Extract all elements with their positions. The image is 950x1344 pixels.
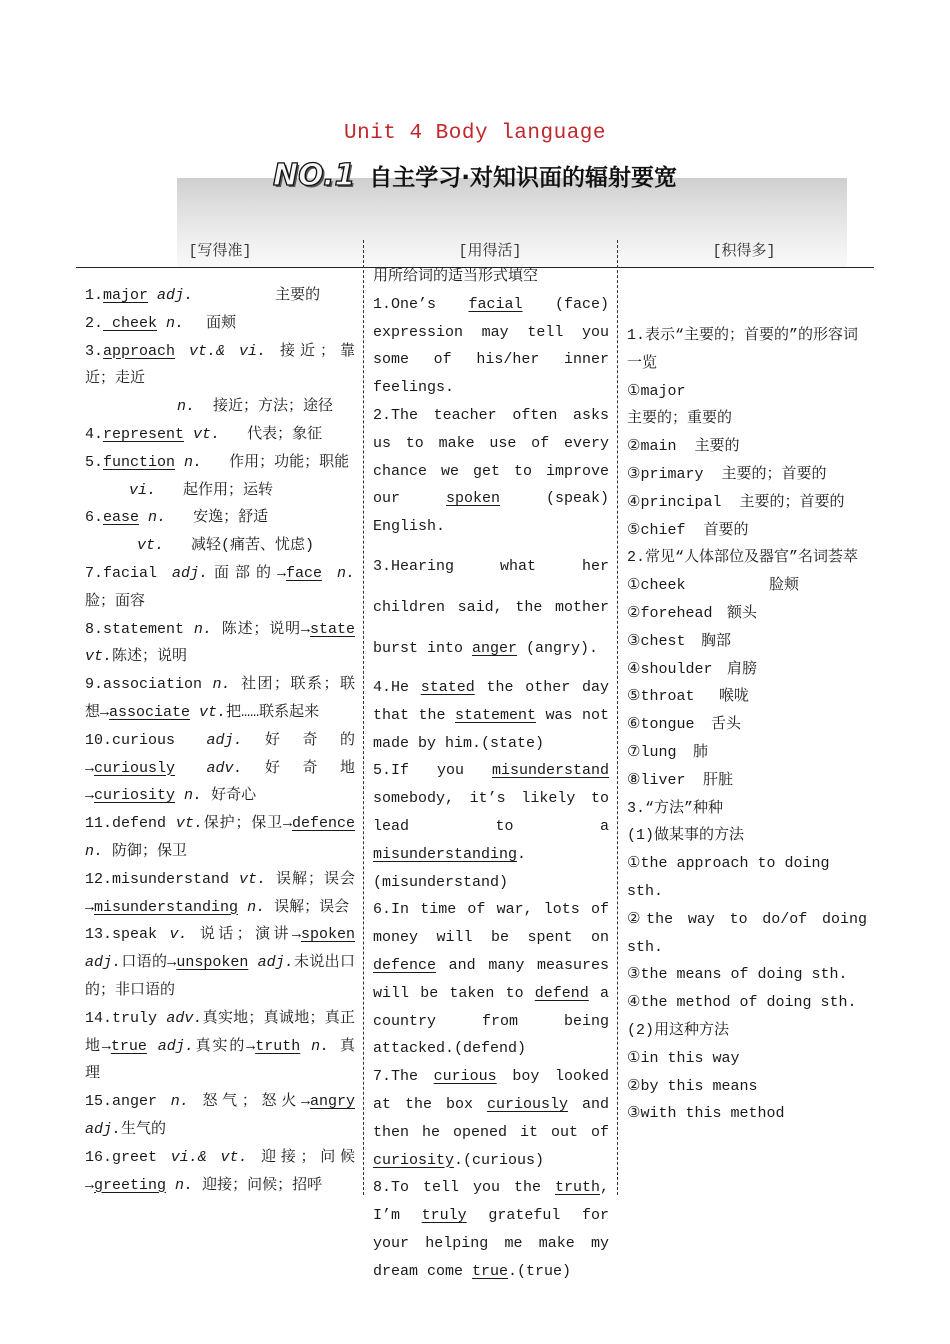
list-item: ③primary 主要的；首要的 [627, 465, 827, 483]
section-title: 自主学习·对知识面的辐射要宽 [369, 165, 677, 191]
list-item: 16.greet vi.& vt. 迎接；问候→greeting n. 迎接；问候；招呼 [85, 1148, 355, 1194]
list-item: ①cheek 脸颊 [627, 577, 800, 595]
section-number: NO.1 [273, 158, 356, 193]
list-item: ②the way to do/of doing sth. [627, 910, 867, 956]
section-title: 1.表示“主要的；首要的”的形容词一览 [627, 327, 859, 372]
list-item: ①the approach to doing sth. [627, 855, 830, 900]
list-item: 11.defend vt.保护；保卫→defence n. 防御；保卫 [85, 815, 355, 860]
exercise-instruction: 用所给词的适当形式填空 [373, 268, 539, 285]
list-item: 5.function n. 作用；功能；职能 vi. 起作用；运转 [85, 453, 350, 499]
section-title: 2.常见“人体部位及器官”名词荟萃 [627, 549, 859, 567]
exercise-item: 5.If you misunderstand somebody, it’s likely to lead to a misunderstanding.(misunderstand) [373, 762, 609, 891]
list-item: ⑧liver 肝脏 [627, 771, 734, 789]
list-item: ①major 主要的；重要的 [627, 382, 733, 428]
list-item: ①in this way [627, 1049, 740, 1067]
column-header-left: [写得准] [188, 243, 252, 260]
unit-title: Unit 4 Body language [343, 122, 607, 145]
list-item: ⑦lung 肺 [627, 743, 709, 761]
list-item: 4.represent vt. 代表；象征 [85, 425, 323, 443]
list-item: 8.statement n. 陈述；说明→state vt.陈述；说明 [85, 620, 355, 666]
exercise-item: 4.He stated the other day that the statement was not made by him.(state) [373, 678, 610, 752]
vocabulary-list [85, 282, 355, 1199]
exercise-item: 3.Hearing what her children said, the mother burst into anger (angry). [373, 557, 609, 657]
list-item: ④principal 主要的；首要的 [627, 493, 845, 511]
column-divider [363, 240, 364, 1195]
column-header-right: [积得多] [712, 243, 776, 260]
list-item: ③chest 胸部 [627, 632, 732, 650]
exercise-item: 2.The teacher often asks us to make use of every chance we get to improve our spoken (speak) English. [373, 406, 609, 536]
list-item: ④shoulder 肩膀 [627, 660, 758, 678]
list-item: 12.misunderstand vt. 误解；误会→misunderstanding n. 误解；误会 [85, 870, 355, 916]
list-item: ⑤chief 首要的 [627, 521, 749, 539]
list-item: 13.speak v. 说话；演讲→spoken adj.口语的→unspoken adj.未说出口的；非口语的 [85, 926, 355, 999]
exercise-item: 6.In time of war, lots of money will be spent on defence and many measures will be taken to defend a country from being attacked.(defend) [373, 901, 609, 1058]
column-divider [617, 240, 618, 1195]
subsection-title: (2)用这种方法 [627, 1021, 730, 1039]
subsection-title: (1)做某事的方法 [627, 827, 745, 845]
list-item: ②forehead 额头 [627, 604, 758, 622]
list-item: 3.approach vt.& vi. 接近；靠 近；走近 n. 接近；方法；途径 [85, 342, 355, 416]
list-item: 15.anger n. 怒气；怒火→angry adj.生气的 [85, 1093, 355, 1138]
list-item: ③the means of doing sth. [627, 966, 848, 984]
exercise-item: 1.One’s facial (face) expression may tell you some of his/her inner feelings. [373, 295, 610, 397]
list-item: ②main 主要的 [627, 438, 740, 456]
list-item: 2. cheek n. 面颊 [85, 314, 237, 332]
list-item: 7.facial adj.面部的→face n. 脸；面容 [85, 564, 355, 610]
section-heading [0, 158, 950, 193]
list-item: ②by this means [627, 1077, 758, 1095]
exercise-item: 8.To tell you the truth, I’m truly grateful for your helping me make my dream come true.(true) [373, 1179, 609, 1280]
extension-notes [627, 322, 867, 1128]
list-item: 9.association n. 社团；联系；联想→associate vt.把……联系起来 [85, 676, 355, 721]
exercise-item: 7.The curious boy looked at the box curiously and then he opened it out of curiosity.(curious) [373, 1068, 609, 1169]
list-item: 14.truly adv.真实地；真诚地；真正地→true adj.真实的→truth n. 真理 [85, 1009, 355, 1083]
column-header-middle: [用得活] [458, 243, 522, 260]
list-item: ④the method of doing sth. [627, 994, 857, 1012]
list-item: ⑥tongue 舌头 [627, 716, 742, 734]
fill-in-exercises [373, 263, 609, 1286]
list-item: ③with this method [627, 1105, 785, 1123]
list-item: 1.major adj. 主要的 [85, 287, 321, 304]
list-item: 10.curious adj.好奇的→curiously adv.好奇地→curiosity n. 好奇心 [85, 731, 355, 805]
list-item: 6.ease n. 安逸；舒适 vt. 减轻(痛苦、忧虑) [85, 509, 315, 555]
section-title: 3.“方法”种种 [627, 799, 724, 817]
list-item: ⑤throat 喉咙 [627, 688, 750, 706]
